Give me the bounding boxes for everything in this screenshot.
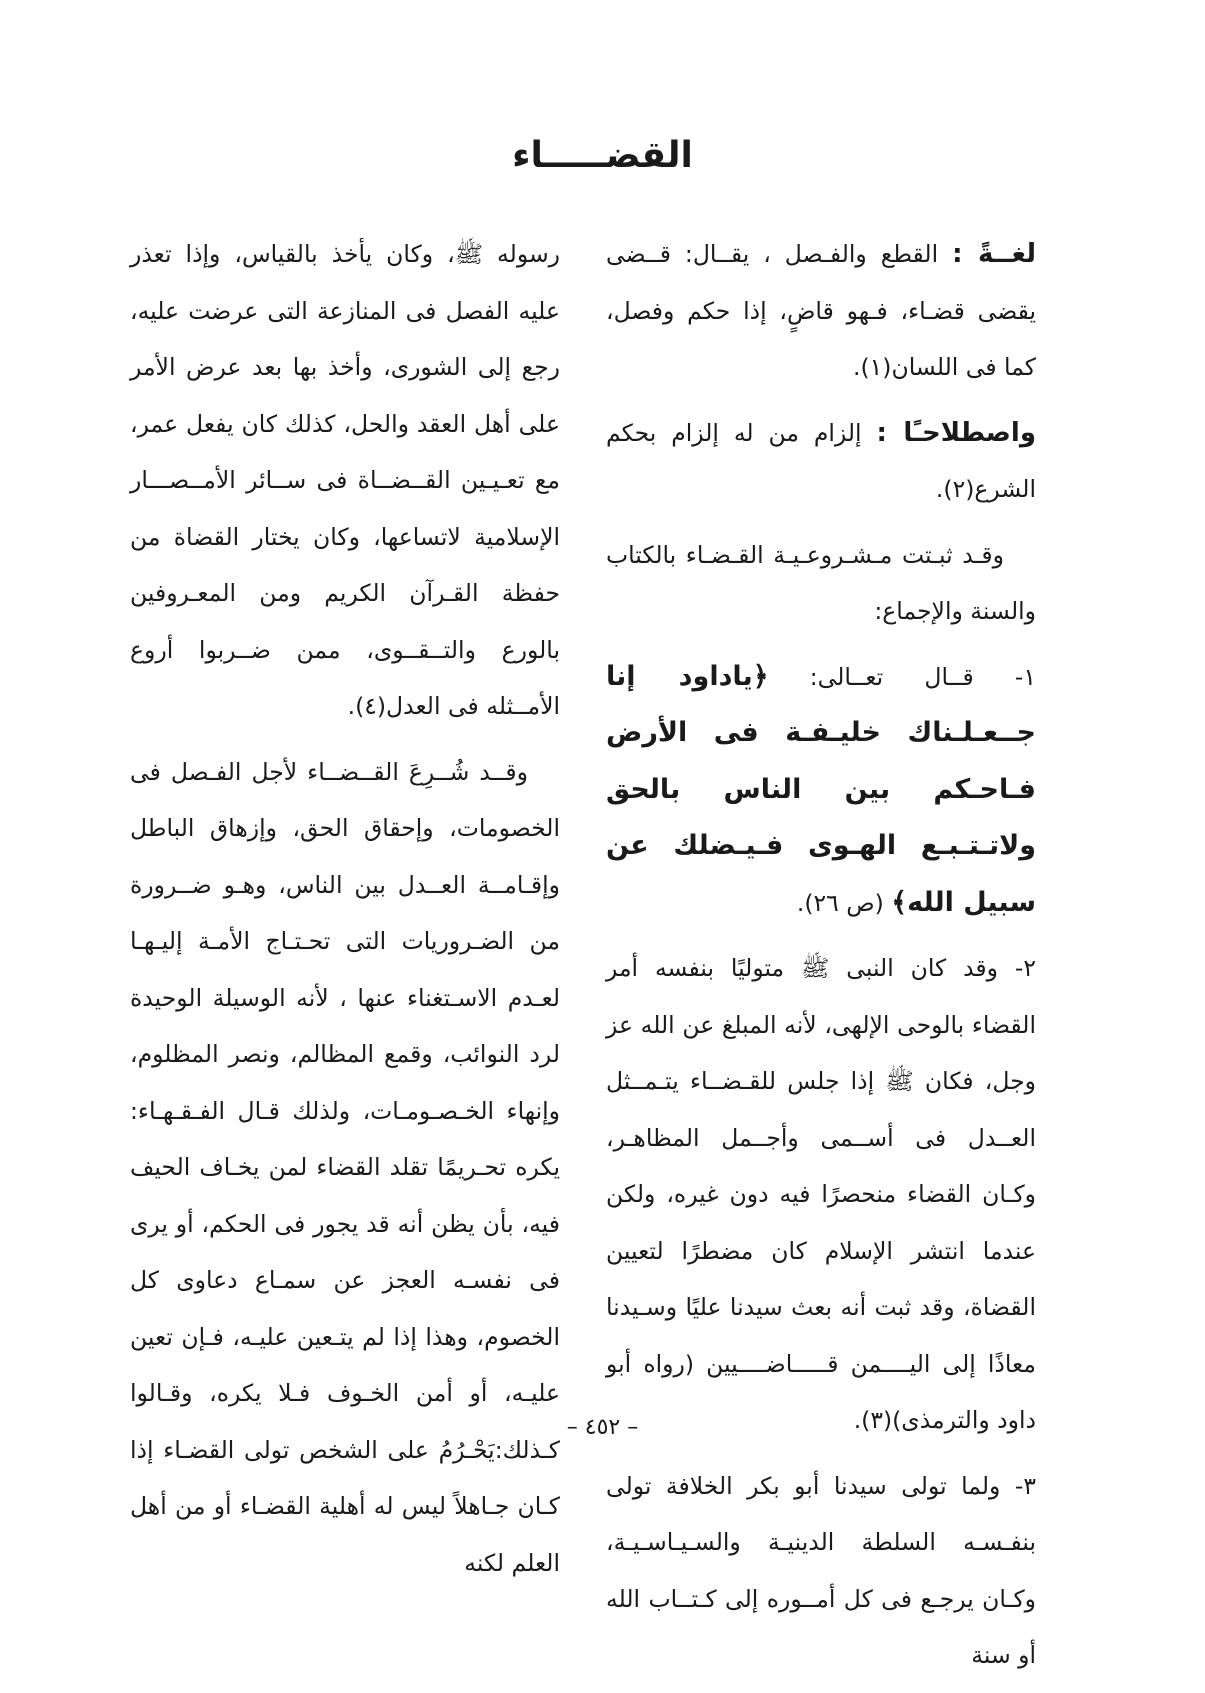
paragraph-abu-bakr: ٣- ولما تولى سيدنا أبو بكر الخلافة تولى بنفـسـه السلطة الدينيـة والسـيـاسـيـة، وكـان يرجـع فى كل أمــوره إلى كـتــاب الله أو سنة [606, 1471, 1036, 1669]
paragraph-linguistic-definition [606, 226, 1036, 396]
paragraph-quran-verse [606, 649, 1036, 932]
paragraph-continuation: رسوله ﷺ، وكان يأخذ بالقياس، وإذا تعذر عليه الفصل فى المنازعة التى عرضت عليه، رجع إلى الشورى، وأخذ بها بعد عرض الأمر على أهل العقد والحل، كذلك كان يفعل عمر، مع تعـيـين القــضــاة فى ســائر الأمــصـــار الإسلامية لاتساعها، وكان يختار القضاة من حفظة القـرآن الكريم ومن المعـروفين بالورع والتــقــوى، ممن ضــربوا أروع الأمــثله فى العدل(٤). [130, 240, 560, 720]
paragraph-technical-definition [606, 405, 1036, 518]
left-column [130, 226, 560, 1600]
verse-reference: (ص ٢٦). [796, 888, 892, 917]
verse-text: ﴿ياداود إنا جــعـلـناك خليـفـة فى الأرض فـاحـكم بين الناس بالحق ولاتـتـبـع الهـوى فـيـضلك عن سبيل الله﴾ [606, 660, 1036, 918]
definition-linguistic: القطع والفـصل ، يقــال: قــضى يقضى قضـاء، فـهو قاضٍ، إذا حكم وفصل، كما فى اللسان(١). [606, 240, 1036, 381]
paragraph-legitimacy: وقـد ثبـتت مـشـروعـيـة القـضـاء بالكتاب والسنة والإجماع: [606, 540, 1036, 625]
right-column [606, 226, 1036, 1693]
verse-intro: ١- قــال تعــالى: [768, 662, 1036, 691]
definition-technical: إلزام من له إلزام بحكم الشرع(٢). [606, 418, 1036, 503]
page-title: القضـــــاء [512, 135, 693, 176]
term-linguistic: لغــةً : [952, 239, 1036, 269]
paragraph-purpose-of-judiciary: وقــد شُــرِعَ القــضــاء لأجل الفـصل فى الخصومات، وإحقاق الحق، وإزهاق الباطل وإقـامــة العــدل بين الناس، وهـو ضــرورة من الضـروريات التى تحـتـاج الأمـة إليـهـا لعـدم الاسـتغناء عنها ، لأنه الوسيلة الوحيدة لرد النوائب، وقمع المظالم، ونصر المظلوم، وإنهاء الخـصـومـات، ولذلك قـال الفـقـهـاء: يكره تحـريمًا تقلد القضاء لمن يخـاف الحيف فيه، بأن يظن أنه قد يجور فى الحكم، أو يرى فى نفسـه العجز عن سمـاع دعاوى كل الخصوم، وهذا إذا لم يتـعين عليـه، فـإن تعين عليـه، أو أمن الخـوف فـلا يكره، وقـالوا كـذلك:يَحْـرُمُ على الشخص تولى القضـاء إذا كـان جـاهلاً ليس له أهلية القضـاء أو من أهل العلم لكنه [130, 757, 560, 1577]
page-number: – ٤٥٢ – [566, 1415, 639, 1440]
term-technical: واصطلاحـًا : [876, 417, 1036, 448]
paragraph-prophet-judiciary: ٢- وقد كان النبى ﷺ متوليًا بنفسه أمر القضاء بالوحى الإلهى، لأنه المبلغ عن الله عز وجل، فكان ﷺ إذا جلس للقـضــاء يتـمــثل العــدل فى أســمى وأجــمل المظاهـر، وكـان القضاء منحصرًا فيه دون غيره، ولكن عندما انتشر الإسلام كان مضطرًا لتعيين القضاة، وقد ثبت أنه بعث سيدنا عليًا وسـيدنا معاذًا إلى اليــــمن قـــــاضــــيين (رواه أبو داود والترمذى)(٣). [606, 954, 1036, 1434]
